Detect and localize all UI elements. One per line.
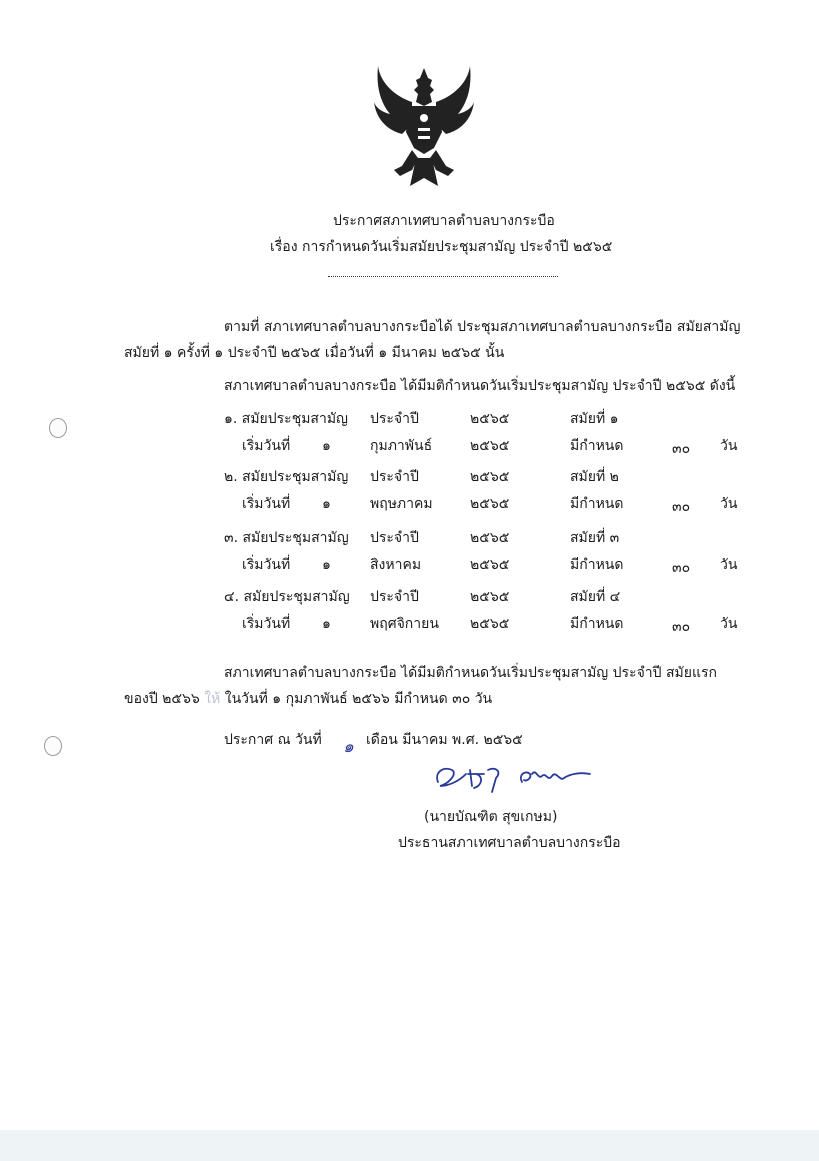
punch-hole-icon <box>49 418 67 438</box>
session-title: ๑. สมัยประชุมสามัญ <box>224 411 348 427</box>
session-year: ๒๕๖๕ <box>470 411 510 427</box>
session-year: ๒๕๖๕ <box>470 589 510 605</box>
punch-hole-icon <box>44 736 62 756</box>
closing-line-2 <box>124 690 492 708</box>
session-title: ๔. สมัยประชุมสามัญ <box>224 589 350 605</box>
start-day: ๑ <box>322 616 331 632</box>
paragraph-1-line-2: สมัยที่ ๑ ครั้งที่ ๑ ประจำปี ๒๕๖๕ เมื่อวันที่ ๑ มีนาคม ๒๕๖๕ นั้น <box>124 345 505 361</box>
start-day: ๑ <box>322 496 331 512</box>
session-number: สมัยที่ ๒ <box>570 469 619 485</box>
start-month: สิงหาคม <box>370 557 422 573</box>
duration-unit: วัน <box>720 496 738 512</box>
scan-edge <box>0 1130 819 1161</box>
start-month: พฤษภาคม <box>370 496 433 512</box>
session-number: สมัยที่ ๑ <box>570 411 619 427</box>
duration-unit: วัน <box>720 557 738 573</box>
session-number: สมัยที่ ๔ <box>570 589 621 605</box>
faded-word: ให้ <box>204 691 221 707</box>
signature-icon <box>430 760 615 796</box>
duration-label: มีกำหนด <box>570 438 624 454</box>
duration-label: มีกำหนด <box>570 557 624 573</box>
closing-date: ในวันที่ ๑ กุมภาพันธ์ ๒๕๖๖ มีกำหนด ๓๐ วัน <box>224 691 493 707</box>
duration-unit: วัน <box>720 616 738 632</box>
session-year: ๒๕๖๕ <box>470 530 510 546</box>
session-number: สมัยที่ ๓ <box>570 530 620 546</box>
start-label: เริ่มวันที่ <box>242 438 291 454</box>
paragraph-2: สภาเทศบาลตำบลบางกระบือ ได้มีมติกำหนดวันเริ่มประชุมสามัญ ประจำปี ๒๕๖๕ ดังนี้ <box>224 378 736 394</box>
session-year-label: ประจำปี <box>370 469 419 485</box>
start-label: เริ่มวันที่ <box>242 616 291 632</box>
session-title: ๒. สมัยประชุมสามัญ <box>224 469 349 485</box>
session-year-label: ประจำปี <box>370 530 419 546</box>
duration-value: ๓๐ <box>672 499 691 515</box>
date-prefix: ประกาศ ณ วันที่ <box>224 732 322 748</box>
start-year: ๒๕๖๕ <box>470 557 510 573</box>
session-year: ๒๕๖๕ <box>470 469 510 485</box>
start-month: พฤศจิกายน <box>370 616 439 632</box>
start-month: กุมภาพันธ์ <box>370 438 433 454</box>
duration-value: ๓๐ <box>672 619 691 635</box>
duration-value: ๓๐ <box>672 441 691 457</box>
start-day: ๑ <box>322 557 331 573</box>
closing-line-1: สภาเทศบาลตำบลบางกระบือ ได้มีมติกำหนดวันเริ่มประชุมสามัญ ประจำปี สมัยแรก <box>224 665 717 681</box>
start-year: ๒๕๖๕ <box>470 496 510 512</box>
closing-year: ของปี ๒๕๖๖ <box>124 691 200 707</box>
duration-label: มีกำหนด <box>570 616 624 632</box>
session-title: ๓. สมัยประชุมสามัญ <box>224 530 349 546</box>
start-label: เริ่มวันที่ <box>242 557 291 573</box>
start-year: ๒๕๖๕ <box>470 438 510 454</box>
signatory-position: ประธานสภาเทศบาลตำบลบางกระบือ <box>398 835 621 851</box>
duration-value: ๓๐ <box>672 560 691 576</box>
subject-line: เรื่อง การกำหนดวันเริ่มสมัยประชุมสามัญ ประจำปี ๒๕๖๕ <box>270 239 613 255</box>
announcement-title: ประกาศสภาเทศบาลตำบลบางกระบือ <box>333 213 555 229</box>
date-suffix: เดือน มีนาคม พ.ศ. ๒๕๖๕ <box>366 732 523 748</box>
session-year-label: ประจำปี <box>370 411 419 427</box>
session-year-label: ประจำปี <box>370 589 419 605</box>
duration-unit: วัน <box>720 438 738 454</box>
signatory-name: (นายบัณฑิต สุขเกษม) <box>424 809 558 825</box>
start-year: ๒๕๖๕ <box>470 616 510 632</box>
duration-label: มีกำหนด <box>570 496 624 512</box>
garuda-emblem-icon <box>372 62 476 194</box>
handwritten-day: ๑ <box>343 737 354 757</box>
header-divider <box>328 276 558 277</box>
start-day: ๑ <box>322 438 331 454</box>
start-label: เริ่มวันที่ <box>242 496 291 512</box>
paragraph-1-line-1: ตามที่ สภาเทศบาลตำบลบางกระบือได้ ประชุมสภาเทศบาลตำบลบางกระบือ สมัยสามัญ <box>224 319 741 335</box>
